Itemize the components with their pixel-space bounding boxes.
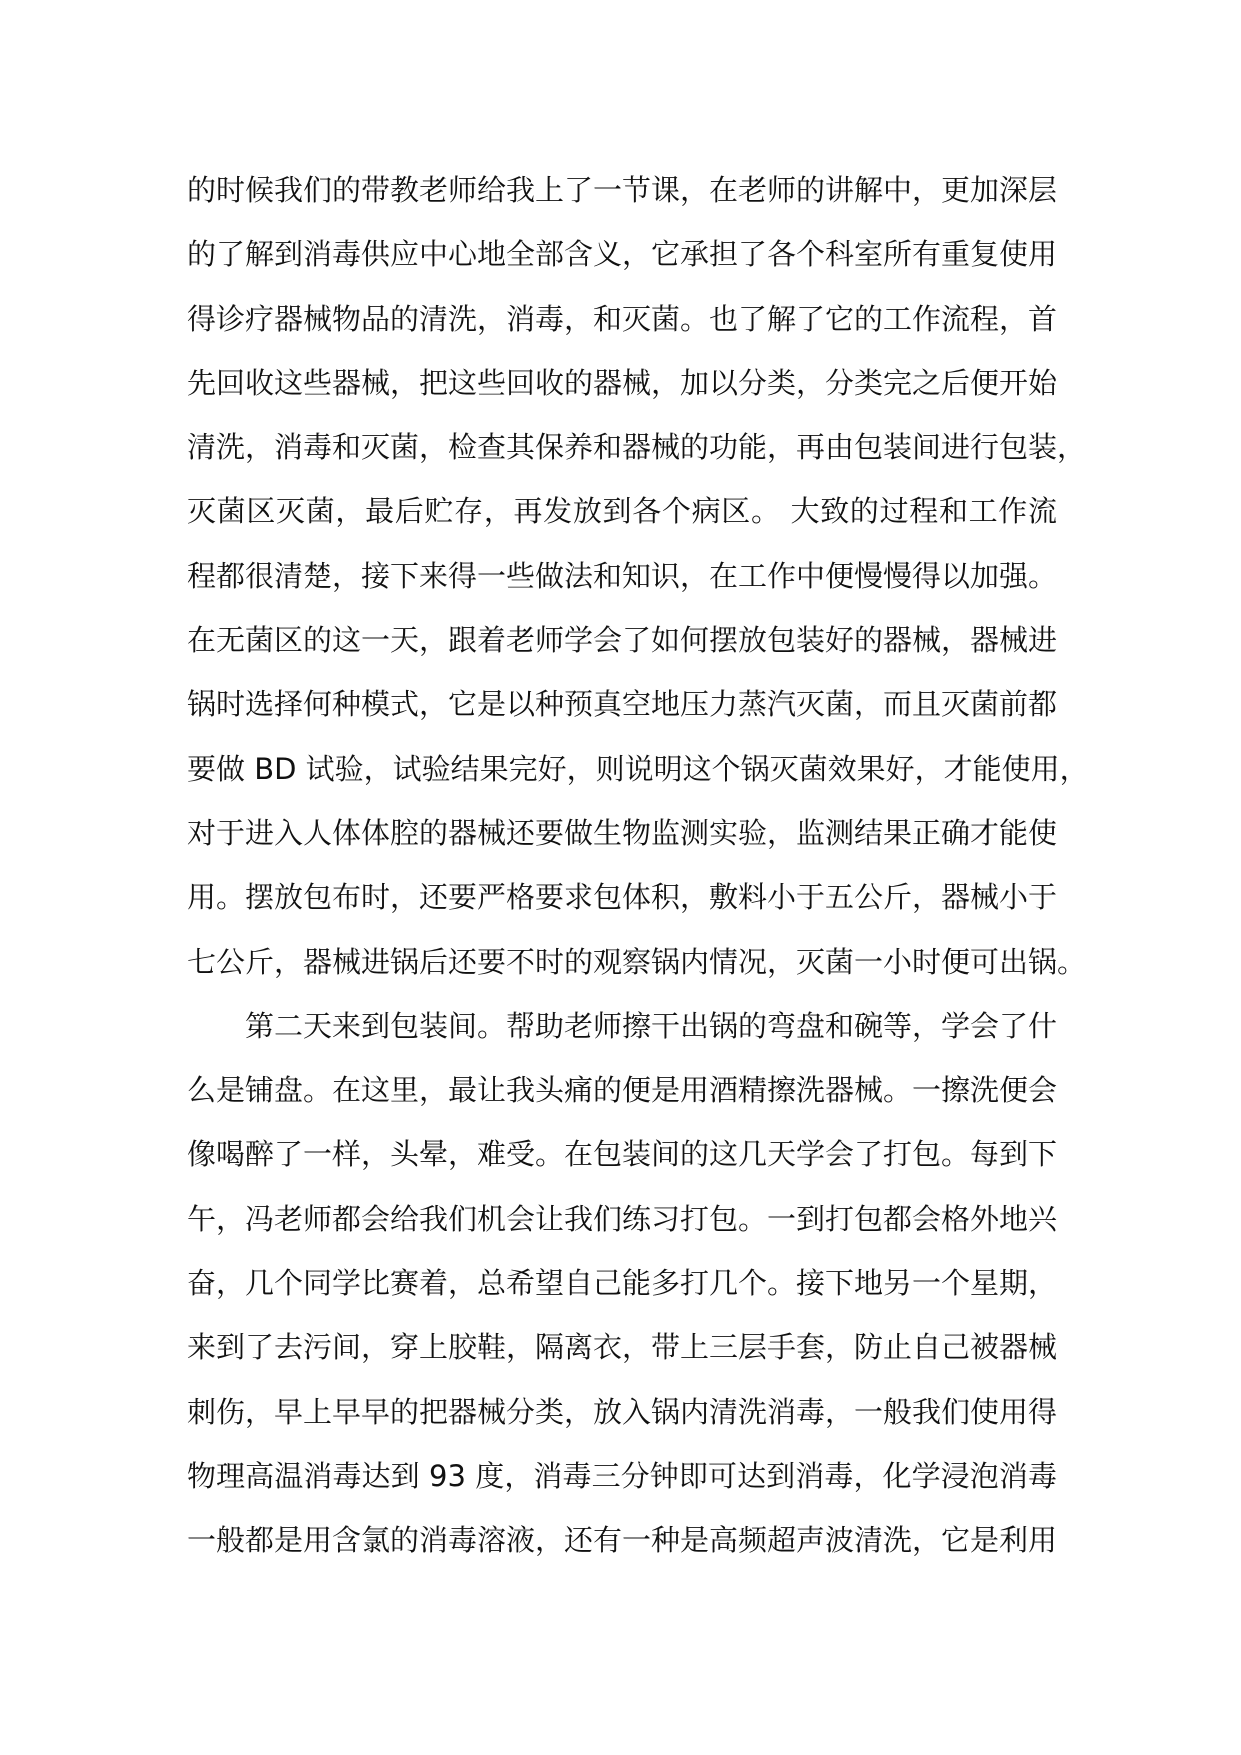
text-line: 第二天来到包装间。帮助老师擦干出锅的弯盘和碗等，学会了什 <box>245 1008 1058 1043</box>
text-line: 灭菌区灭菌，最后贮存，再发放到各个病区。 大致的过程和工作流 <box>187 494 1057 529</box>
text-line: 用。摆放包布时，还要严格要求包体积，敷料小于五公斤，器械小于 <box>187 880 1058 915</box>
text-line: 奋，几个同学比赛着，总希望自己能多打几个。接下地另一个星期， <box>187 1266 1058 1301</box>
text-line: 先回收这些器械，把这些回收的器械，加以分类，分类完之后便开始 <box>187 365 1058 400</box>
text-line: 程都很清楚，接下来得一些做法和知识，在工作中便慢慢得以加强。 <box>187 558 1058 593</box>
text-line: 在无菌区的这一天，跟着老师学会了如何摆放包装好的器械，器械进 <box>187 623 1058 658</box>
text-line: 对于进入人体体腔的器械还要做生物监测实验，监测结果正确才能使 <box>187 815 1058 850</box>
text-line: 像喝醉了一样，头晕，难受。在包装间的这几天学会了打包。每到下 <box>187 1137 1058 1172</box>
text-line: 物理高温消毒达到 93 度，消毒三分钟即可达到消毒，化学浸泡消毒 <box>187 1458 1057 1493</box>
text-line: 刺伤，早上早早的把器械分类，放入锅内清洗消毒，一般我们使用得 <box>187 1394 1058 1429</box>
text-line: 清洗，消毒和灭菌，检查其保养和器械的功能，再由包装间进行包装， <box>187 430 1087 465</box>
text-line: 一般都是用含氯的消毒溶液，还有一种是高频超声波清洗，它是利用 <box>187 1523 1058 1558</box>
text-line: 锅时选择何种模式，它是以种预真空地压力蒸汽灭菌，而且灭菌前都 <box>187 687 1058 722</box>
text-line: 午，冯老师都会给我们机会让我们练习打包。一到打包都会格外地兴 <box>187 1201 1058 1236</box>
text-line: 的了解到消毒供应中心地全部含义，它承担了各个科室所有重复使用 <box>187 237 1058 272</box>
text-line: 七公斤，器械进锅后还要不时的观察锅内情况，灭菌一小时便可出锅。 <box>187 944 1087 979</box>
text-line: 要做 BD 试验，试验结果完好，则说明这个锅灭菌效果好，才能使用， <box>187 751 1089 786</box>
text-line: 么是铺盘。在这里，最让我头痛的便是用酒精擦洗器械。一擦洗便会 <box>187 1073 1058 1108</box>
body-text <box>187 158 1089 1573</box>
text-line: 的时候我们的带教老师给我上了一节课，在老师的讲解中，更加深层 <box>187 173 1058 207</box>
text-line: 得诊疗器械物品的清洗，消毒，和灭菌。也了解了它的工作流程，首 <box>187 301 1058 336</box>
text-line: 来到了去污间，穿上胶鞋，隔离衣，带上三层手套，防止自己被器械 <box>187 1330 1058 1365</box>
